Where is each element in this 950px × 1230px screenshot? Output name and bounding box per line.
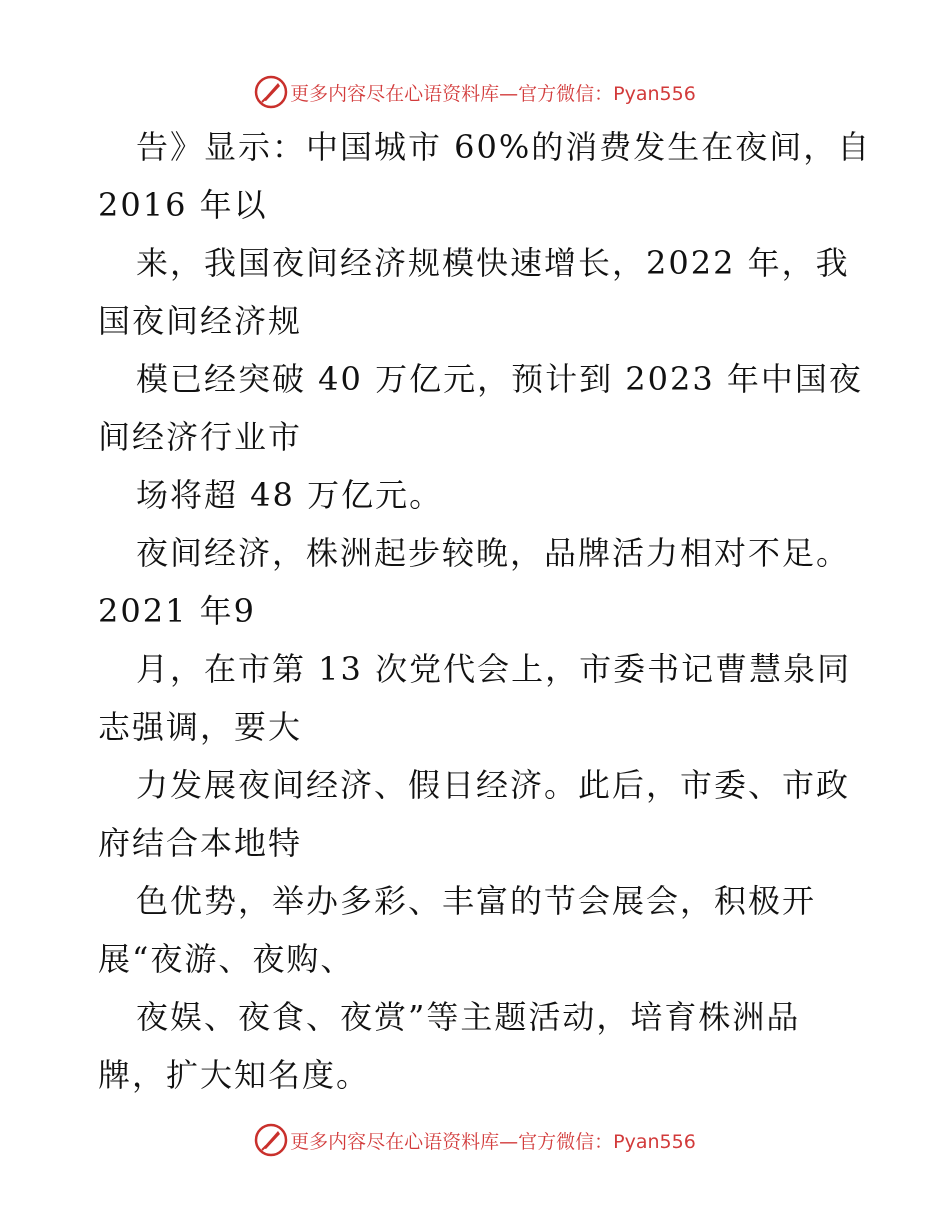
body-line: 府结合本地特 [98, 824, 303, 862]
header-banner-text: 更多内容尽在心语资料库—官方微信：Pyan556 [290, 82, 696, 105]
body-line: 展“夜游、夜购、 [98, 940, 355, 978]
body-line: 夜娱、夜食、夜赏”等主题活动，培育株洲品 [136, 998, 801, 1036]
quill-logo-icon [254, 75, 288, 109]
body-line: 色优势，举办多彩、丰富的节会展会，积极开 [136, 882, 817, 920]
body-line: 场将超 48 万亿元。 [136, 476, 444, 514]
body-line: 间经济行业市 [98, 418, 303, 456]
document-body [98, 118, 872, 1104]
body-line: 牌，扩大知名度。 [98, 1056, 371, 1094]
body-line: 2021 年9 [98, 592, 256, 630]
body-line: 力发展夜间经济、假日经济。此后，市委、市政 [136, 766, 851, 804]
body-line: 来，我国夜间经济规模快速增长，2022 年，我 [136, 244, 850, 282]
body-line: 2016 年以 [98, 186, 268, 224]
footer-banner-text: 更多内容尽在心语资料库—官方微信：Pyan556 [290, 1130, 696, 1153]
body-line: 月，在市第 13 次党代会上，市委书记曹慧泉同 [136, 650, 852, 688]
body-line: 夜间经济，株洲起步较晚，品牌活力相对不足。 [136, 534, 851, 572]
body-line: 告》显示：中国城市 60%的消费发生在夜间，自 [136, 128, 872, 166]
body-line: 模已经突破 40 万亿元，预计到 2023 年中国夜 [136, 360, 863, 398]
quill-logo-icon [254, 1123, 288, 1157]
header-banner [0, 72, 950, 112]
footer-banner [0, 1120, 950, 1160]
body-line: 国夜间经济规 [98, 302, 303, 340]
body-line: 志强调，要大 [98, 708, 303, 746]
